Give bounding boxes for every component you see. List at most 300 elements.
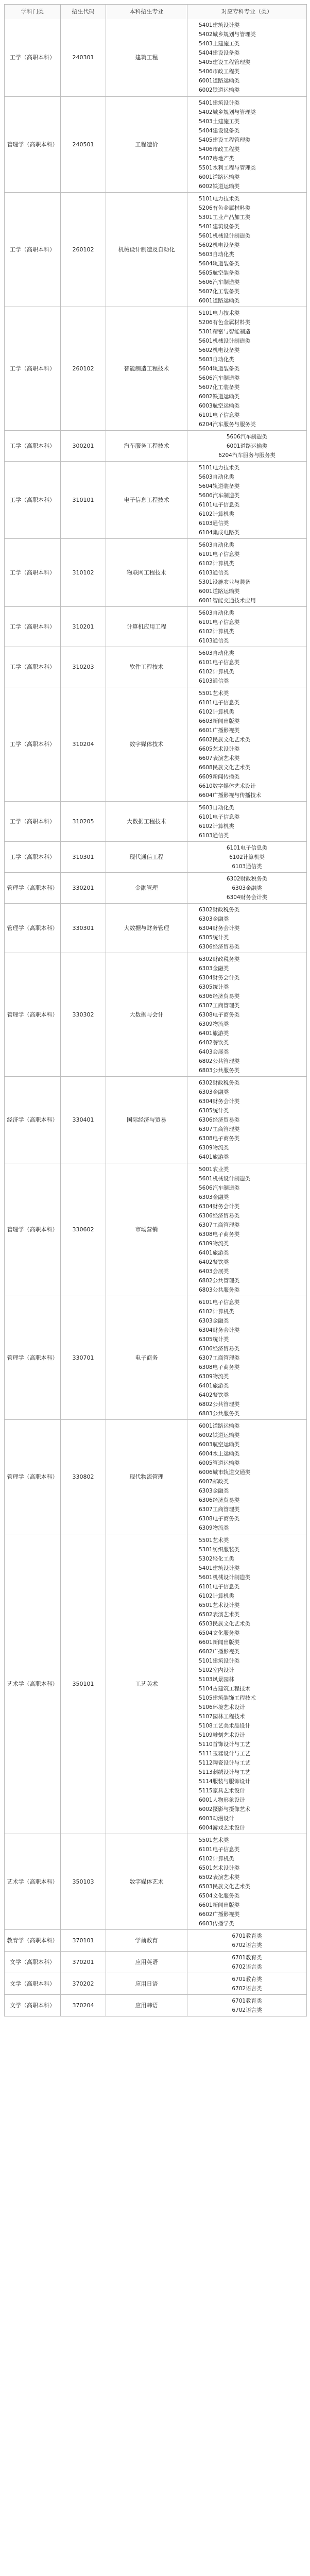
related-major-item: 5109雕刻艺术设计	[199, 1732, 245, 1738]
related-major-item: 6004游戏艺术设计	[199, 1825, 245, 1831]
related-majors-cell	[187, 1534, 306, 1834]
related-majors-cell	[187, 1952, 306, 1973]
related-majors-cell	[187, 904, 306, 953]
related-major-item: 6303金融类	[199, 1488, 229, 1494]
related-major-item: 5603自动化类	[199, 805, 234, 811]
related-major-item: 6304财务会计类	[199, 925, 240, 931]
related-major-item: 5403土建施工类	[199, 41, 240, 47]
related-major-item: 5606汽车制造类	[199, 493, 240, 499]
related-major-item: 6007邮政类	[199, 1479, 229, 1485]
category-cell: 艺术学（高职本科）	[7, 1680, 58, 1687]
related-major-item: 6103通信类	[199, 638, 229, 644]
related-major-item: 5603自动化类	[199, 610, 234, 616]
code-cell: 370101	[60, 1930, 106, 1951]
code-cell: 330302	[60, 953, 106, 1076]
related-major-item: 6101电子信息类	[199, 619, 240, 625]
related-major-item: 6309物流类	[199, 1021, 229, 1027]
related-major-item: 5601机械设计制造类	[199, 1574, 251, 1581]
related-major-item: 6403会展类	[199, 1049, 229, 1055]
code-cell: 260102	[60, 193, 106, 307]
related-major-item: 5104古建筑工程技术	[199, 1686, 251, 1692]
code-cell: 240501	[60, 97, 106, 192]
related-major-item: 6303金融类	[199, 965, 229, 972]
related-major-item: 6101电子信息类	[226, 845, 268, 851]
related-major-item: 6602广播影视类	[199, 1649, 240, 1655]
related-major-item: 5101建筑设计类	[199, 1658, 240, 1664]
related-major-item: 5402城乡规划与管理类	[199, 109, 256, 115]
major-cell	[106, 873, 187, 903]
table-row	[5, 192, 306, 307]
related-major-item: 6501艺术设计类	[199, 1865, 240, 1871]
related-major-item: 5105建筑装饰工程技术	[199, 1695, 256, 1701]
major-name: 物联网工程技术	[127, 569, 166, 576]
table-row	[5, 307, 306, 430]
major-cell	[106, 1930, 187, 1951]
related-major-item: 5111玉器设计与工艺	[199, 1751, 251, 1757]
related-major-item: 6002铁道运输类	[199, 1432, 240, 1438]
category-cell: 管理学（高职本科）	[7, 1011, 58, 1018]
related-majors-cell	[187, 307, 306, 430]
table-row	[5, 96, 306, 192]
related-major-item: 6303金融类	[199, 1194, 229, 1200]
related-major-item: 5401建筑设备类	[199, 224, 240, 230]
related-major-item: 6803公共服务类	[199, 1067, 240, 1074]
category-cell: 文学（高职本科）	[10, 1958, 55, 1965]
related-major-item: 6602民族文化艺术类	[199, 737, 251, 743]
table-row	[5, 841, 306, 872]
related-major-item: 5603自动化类	[199, 650, 234, 656]
related-major-item: 5603自动化类	[199, 251, 234, 258]
related-major-item: 6601广播影视类	[199, 727, 240, 734]
major-name: 汽车服务工程技术	[124, 442, 169, 449]
related-major-item: 6002铁道运输类	[199, 394, 240, 400]
related-major-item: 5103风景园林	[199, 1676, 234, 1683]
category-cell: 工学（高职本科）	[10, 246, 55, 253]
related-major-item: 6104集成电路类	[199, 530, 240, 536]
table-row	[5, 606, 306, 647]
code-cell: 370201	[60, 1952, 106, 1973]
related-major-item: 6305统计类	[199, 984, 229, 990]
related-major-item: 6001智能交通技术应用	[199, 598, 256, 604]
related-major-item: 5114服装与服饰设计	[199, 1778, 251, 1785]
related-major-item: 5607化工装备类	[199, 289, 240, 295]
related-major-item: 5603自动化类	[199, 474, 234, 480]
major-cell	[106, 904, 187, 953]
table-row	[5, 1834, 306, 1929]
category-cell: 管理学（高职本科）	[7, 884, 58, 891]
related-major-item: 6001人物形象设计	[199, 1797, 245, 1803]
table-row	[5, 1296, 306, 1419]
related-major-item: 6402餐饮类	[199, 1392, 229, 1398]
related-majors-cell	[187, 431, 306, 461]
header-code: 招生代码	[60, 5, 106, 19]
related-major-item: 6504文化服务类	[199, 1893, 240, 1899]
table-row	[5, 1534, 306, 1834]
related-major-item: 6304财务会计类	[199, 975, 240, 981]
related-major-item: 6303金融类	[232, 885, 262, 891]
code-cell: 260102	[60, 307, 106, 430]
related-major-item: 5406市政工程类	[199, 69, 240, 75]
related-major-item: 6101电子信息类	[199, 1299, 240, 1306]
related-major-item: 6303金融类	[199, 1089, 229, 1095]
related-major-item: 6306经济贸易类	[199, 993, 240, 999]
major-name: 大数据与会计	[129, 1011, 164, 1018]
table-row	[5, 1929, 306, 1951]
table-row	[5, 461, 306, 538]
major-name: 数字媒体技术	[129, 740, 164, 748]
related-major-item: 6101电子信息类	[199, 502, 240, 508]
related-major-item: 6002铁道运输类	[199, 183, 240, 190]
major-name: 数字媒体艺术	[129, 1878, 164, 1885]
related-major-item: 6002铁道运输类	[199, 87, 240, 93]
category-cell: 管理学（高职本科）	[7, 1354, 58, 1361]
enrollment-table	[4, 4, 307, 2016]
related-majors-cell	[187, 539, 306, 606]
related-major-item: 5606汽车制造类	[199, 375, 240, 381]
related-major-item: 6503民族文化艺术类	[199, 1884, 251, 1890]
related-major-item: 5102室内设计	[199, 1667, 234, 1673]
related-major-item: 6101电子信息类	[199, 412, 240, 418]
related-major-item: 6306经济贸易类	[199, 1497, 240, 1503]
major-name: 现代通信工程	[129, 853, 164, 860]
related-major-item: 6602广播影视类	[199, 1911, 240, 1918]
table-header-row	[5, 5, 306, 19]
related-major-item: 5108工艺美术品设计	[199, 1723, 251, 1729]
related-major-item: 6302财政税务类	[199, 1080, 240, 1086]
related-major-item: 6702语言类	[232, 1964, 262, 1970]
related-major-item: 6307工商管理类	[199, 1506, 240, 1513]
related-major-item: 6402餐饮类	[199, 1259, 229, 1265]
code-cell: 310205	[60, 802, 106, 841]
major-cell	[106, 19, 187, 96]
related-major-item: 6601新闻出版类	[199, 1902, 240, 1908]
major-name: 工艺美术	[135, 1680, 158, 1687]
major-name: 应用英语	[135, 1958, 158, 1965]
category-cell: 经济学（高职本科）	[7, 1116, 58, 1123]
header-related-majors: 对应专科专业（类）	[187, 5, 306, 19]
related-major-item: 6101电子信息类	[199, 1846, 240, 1853]
related-major-item: 6102计算机类	[199, 1309, 234, 1315]
related-major-item: 6102计算机类	[199, 1593, 234, 1599]
related-major-item: 5112陶瓷设计与工艺	[199, 1760, 251, 1766]
category-cell: 管理学（高职本科）	[7, 924, 58, 931]
table-row	[5, 1973, 306, 1994]
related-major-item: 5405建设工程管理类	[199, 59, 251, 65]
major-cell	[106, 1163, 187, 1296]
related-major-item: 6305统计类	[199, 1108, 229, 1114]
code-cell: 330301	[60, 904, 106, 953]
related-major-item: 6006城市轨道交通类	[199, 1469, 251, 1476]
table-row	[5, 1163, 306, 1296]
related-major-item: 5403土建施工类	[199, 118, 240, 125]
related-major-item: 5001农业类	[199, 1166, 229, 1173]
related-major-item: 5605航空装备类	[199, 270, 240, 276]
related-major-item: 6307工商管理类	[199, 1222, 240, 1228]
related-major-item: 6001道路运输类	[199, 298, 240, 304]
related-major-item: 5402城乡规划与管理类	[199, 31, 256, 38]
related-major-item: 5602机电设备类	[199, 347, 240, 353]
related-major-item: 6101电子信息类	[199, 814, 240, 820]
related-major-item: 6701教育类	[232, 1976, 262, 1982]
major-name: 应用韩语	[135, 2002, 158, 2009]
related-major-item: 6702语言类	[232, 2007, 262, 2013]
related-major-item: 6401旅游类	[199, 1030, 229, 1037]
related-major-item: 6307工商管理类	[199, 1126, 240, 1132]
related-major-item: 6305统计类	[199, 1336, 229, 1343]
related-majors-cell	[187, 953, 306, 1076]
related-major-item: 5606汽车制造类	[199, 279, 240, 285]
related-major-item: 6609新闻传播类	[199, 774, 240, 780]
code-cell: 310203	[60, 647, 106, 687]
related-major-item: 6306经济贸易类	[199, 1213, 240, 1219]
table-row	[5, 872, 306, 903]
related-major-item: 6303金融类	[199, 1318, 229, 1324]
related-major-item: 6102计算机类	[199, 629, 234, 635]
major-cell	[106, 802, 187, 841]
major-cell	[106, 1534, 187, 1834]
related-major-item: 6302财政税务类	[226, 876, 268, 882]
related-major-item: 5301纺织服装类	[199, 1547, 240, 1553]
major-cell	[106, 687, 187, 801]
major-cell	[106, 1420, 187, 1534]
related-majors-cell	[187, 97, 306, 192]
related-major-item: 6003动漫设计	[199, 1816, 234, 1822]
related-major-item: 6607表演艺术类	[199, 755, 240, 761]
related-major-item: 6307工商管理类	[199, 1355, 240, 1361]
related-major-item: 6304财务会计类	[199, 1204, 240, 1210]
category-cell: 艺术学（高职本科）	[7, 1878, 58, 1885]
major-cell	[106, 607, 187, 647]
major-name: 应用日语	[135, 1980, 158, 1987]
related-majors-cell	[187, 1420, 306, 1534]
related-majors-cell	[187, 607, 306, 647]
major-name: 大数据工程技术	[127, 818, 166, 825]
related-majors-cell	[187, 19, 306, 96]
code-cell: 330602	[60, 1163, 106, 1296]
related-major-item: 6103通信类	[199, 678, 229, 684]
table-row	[5, 19, 306, 96]
related-major-item: 5601机械设计制造类	[199, 233, 251, 239]
table-row	[5, 801, 306, 841]
category-cell: 工学（高职本科）	[10, 365, 55, 372]
table-row	[5, 430, 306, 461]
major-cell	[106, 842, 187, 872]
related-major-item: 5501艺术类	[199, 1537, 229, 1544]
related-major-item: 5602机电设备类	[199, 242, 240, 248]
related-major-item: 6308电子商务类	[199, 1012, 240, 1018]
category-cell: 工学（高职本科）	[10, 623, 55, 630]
related-major-item: 6103通信类	[199, 570, 229, 576]
related-major-item: 6309物流类	[199, 1241, 229, 1247]
related-major-item: 5401建筑设计类	[199, 100, 240, 106]
related-major-item: 6309物流类	[199, 1525, 229, 1531]
related-major-item: 6401旅游类	[199, 1250, 229, 1256]
related-major-item: 5206有色金属材料类	[199, 319, 251, 326]
related-major-item: 5501水利工程与管理类	[199, 165, 256, 171]
major-cell	[106, 1834, 187, 1929]
related-major-item: 6309物流类	[199, 1145, 229, 1151]
major-name: 建筑工程	[135, 54, 158, 61]
related-major-item: 6502表演艺术类	[199, 1874, 240, 1880]
related-major-item: 6005管道运输类	[199, 1460, 240, 1466]
related-major-item: 6308电子商务类	[199, 1136, 240, 1142]
table-row	[5, 1994, 306, 2016]
related-major-item: 6402餐饮类	[199, 1040, 229, 1046]
related-major-item: 5404建设设备类	[199, 128, 240, 134]
code-cell: 330802	[60, 1420, 106, 1534]
related-major-item: 6101电子信息类	[199, 700, 240, 706]
code-cell: 310204	[60, 687, 106, 801]
related-major-item: 5405建设工程管理类	[199, 137, 251, 143]
major-name: 大数据与财务管理	[124, 924, 169, 931]
table-row	[5, 1419, 306, 1534]
related-major-item: 6802公共管理类	[199, 1401, 240, 1408]
related-major-item: 5101电力技术类	[199, 465, 240, 471]
related-major-item: 6608民族文化艺术类	[199, 765, 251, 771]
related-major-item: 5604轨道装备类	[199, 483, 240, 489]
related-major-item: 6003航空运输类	[199, 403, 240, 409]
related-major-item: 6601新闻出版类	[199, 1639, 240, 1646]
code-cell: 350103	[60, 1834, 106, 1929]
related-major-item: 6305统计类	[199, 935, 229, 941]
related-major-item: 5603自动化类	[199, 357, 234, 363]
related-major-item: 6701教育类	[232, 1998, 262, 2004]
table-body	[5, 19, 306, 2016]
major-name: 学前教育	[135, 1937, 158, 1944]
related-majors-cell	[187, 462, 306, 538]
code-cell: 370202	[60, 1973, 106, 1994]
major-cell	[106, 1077, 187, 1163]
major-cell	[106, 539, 187, 606]
major-cell	[106, 647, 187, 687]
code-cell: 310101	[60, 462, 106, 538]
related-major-item: 6307工商管理类	[199, 1003, 240, 1009]
related-major-item: 6403会展类	[199, 1268, 229, 1275]
related-major-item: 6503民族文化艺术类	[199, 1621, 251, 1627]
category-cell: 工学（高职本科）	[10, 853, 55, 860]
related-major-item: 6101电子信息类	[199, 1584, 240, 1590]
related-major-item: 5107园林工程技术	[199, 1714, 245, 1720]
related-major-item: 6603传播学类	[199, 1921, 234, 1927]
related-major-item: 6001道路运输类	[199, 1423, 240, 1429]
related-major-item: 6004水上运输类	[199, 1451, 240, 1457]
related-major-item: 6603新闻出版类	[199, 718, 240, 724]
table-row	[5, 687, 306, 801]
related-major-item: 6001道路运输类	[199, 588, 240, 595]
major-name: 市场营销	[135, 1226, 158, 1233]
related-majors-cell	[187, 802, 306, 841]
major-cell	[106, 431, 187, 461]
code-cell: 350101	[60, 1534, 106, 1834]
related-majors-cell	[187, 1973, 306, 1994]
related-major-item: 5501艺术类	[199, 1837, 229, 1843]
related-major-item: 5404建设设备类	[199, 50, 240, 56]
related-major-item: 6702语言类	[232, 1986, 262, 1992]
related-majors-cell	[187, 687, 306, 801]
related-major-item: 5101电力技术类	[199, 310, 240, 316]
related-major-item: 5501艺术类	[199, 690, 229, 697]
major-name: 智能制造工程技术	[124, 365, 169, 372]
related-major-item: 6803公共服务类	[199, 1411, 240, 1417]
related-major-item: 6304财务会计类	[199, 1098, 240, 1105]
related-major-item: 6001道路运输类	[199, 174, 240, 180]
related-major-item: 6802公共管理类	[199, 1058, 240, 1064]
code-cell: 330401	[60, 1077, 106, 1163]
related-major-item: 6401旅游类	[199, 1154, 229, 1160]
major-cell	[106, 1296, 187, 1419]
related-major-item: 6604广播影视与传播技术	[199, 792, 262, 799]
related-majors-cell	[187, 1077, 306, 1163]
related-major-item: 6102计算机类	[199, 669, 234, 675]
major-cell	[106, 953, 187, 1076]
major-name: 计算机应用工程	[127, 623, 166, 630]
major-cell	[106, 1952, 187, 1973]
related-majors-cell	[187, 842, 306, 872]
related-major-item: 6701教育类	[232, 1933, 262, 1939]
related-major-item: 5301工业产品加工类	[199, 214, 251, 221]
code-cell: 330701	[60, 1296, 106, 1419]
table-row	[5, 903, 306, 953]
related-major-item: 5401建筑设计类	[199, 1565, 240, 1571]
related-major-item: 5113刺绣设计与工艺	[199, 1769, 251, 1775]
related-major-item: 6803公共服务类	[199, 1287, 240, 1293]
related-majors-cell	[187, 1296, 306, 1419]
table-row	[5, 647, 306, 687]
related-major-item: 6309物流类	[199, 1374, 229, 1380]
related-major-item: 5110首饰设计与工艺	[199, 1741, 251, 1748]
major-cell	[106, 1973, 187, 1994]
related-major-item: 6802公共管理类	[199, 1278, 240, 1284]
category-cell: 教育学（高职本科）	[7, 1937, 58, 1944]
related-major-item: 5206有色金属材料类	[199, 205, 251, 211]
category-cell: 工学（高职本科）	[10, 496, 55, 503]
related-major-item: 6306经济贸易类	[199, 1346, 240, 1352]
related-major-item: 6102计算机类	[199, 823, 234, 829]
related-major-item: 6701教育类	[232, 1955, 262, 1961]
related-major-item: 6306经济贸易类	[199, 944, 240, 950]
table-row	[5, 1076, 306, 1163]
major-cell	[106, 462, 187, 538]
major-name: 工程造价	[135, 141, 158, 148]
related-major-item: 6501艺术设计类	[199, 1602, 240, 1608]
major-cell	[106, 1995, 187, 2016]
related-majors-cell	[187, 1163, 306, 1296]
related-majors-cell	[187, 873, 306, 903]
major-name: 机械设计制造及自动化	[118, 246, 175, 253]
related-major-item: 6502表演艺术类	[199, 1612, 240, 1618]
related-major-item: 6002摄影与摄像艺术	[199, 1806, 251, 1812]
related-major-item: 5603自动化类	[199, 542, 234, 548]
related-major-item: 5407房地产类	[199, 156, 234, 162]
related-major-item: 6101电子信息类	[199, 551, 240, 557]
related-major-item: 5606汽车制造类	[226, 434, 268, 440]
related-major-item: 5601机械设计制造类	[199, 1176, 251, 1182]
code-cell: 240301	[60, 19, 106, 96]
related-majors-cell	[187, 1930, 306, 1951]
major-name: 金融管理	[135, 884, 158, 891]
header-category: 学科门类	[5, 5, 60, 19]
related-major-item: 6204汽车服务与服务类	[199, 421, 256, 428]
related-major-item: 6303金融类	[199, 916, 229, 922]
related-major-item: 5606汽车制造类	[199, 1185, 240, 1191]
related-major-item: 5115家具艺术设计	[199, 1788, 245, 1794]
related-major-item: 6102计算机类	[199, 709, 234, 715]
related-major-item: 5106环境艺术设计	[199, 1704, 245, 1710]
related-major-item: 5302轻化工类	[199, 1556, 234, 1562]
code-cell: 330201	[60, 873, 106, 903]
related-major-item: 6401旅游类	[199, 1383, 229, 1389]
category-cell: 管理学（高职本科）	[7, 1226, 58, 1233]
